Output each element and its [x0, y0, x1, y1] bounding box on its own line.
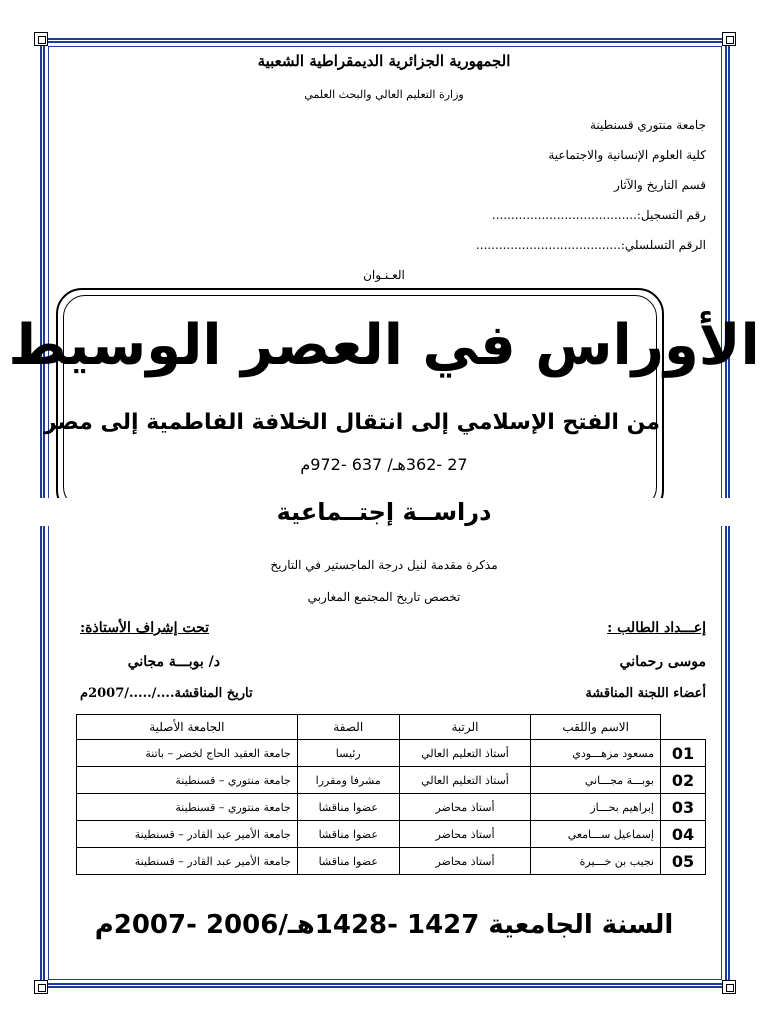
member-university: جامعة الأمير عبد القادر – قسنطينة: [77, 848, 298, 875]
member-rank: أستاذ محاضر: [399, 821, 531, 848]
member-name: إسماعيل ســـامعي: [531, 821, 661, 848]
memo-degree: مذكرة مقدمة لنيل درجة الماجستير في التاريخ: [270, 558, 498, 572]
row-number: 01: [661, 740, 706, 767]
university-name: جامعة منتوري قسنطينة: [590, 118, 706, 132]
republic-header: الجمهورية الجزائرية الديمقراطية الشعبية: [257, 52, 511, 70]
row-number: 02: [661, 767, 706, 794]
supervisor-label: تحت إشراف الأستاذة:: [80, 620, 210, 636]
member-role: عضوا مناقشا: [297, 794, 399, 821]
faculty-name: كلية العلوم الإنسانية والاجتماعية: [548, 148, 706, 162]
department-name: قسم التاريخ والآثار: [614, 178, 706, 192]
study-type-text: دراســة إجتــماعية: [263, 498, 506, 526]
member-name: نجيب بن خـــيرة: [531, 848, 661, 875]
table-header-rank: الرتبة: [399, 715, 531, 740]
main-title: الأوراس في العصر الوسيط: [8, 313, 760, 378]
corner-ornament-bottom-left: [34, 980, 48, 994]
member-name: إبراهيم بحـــاز: [531, 794, 661, 821]
table-row: [77, 848, 706, 875]
member-university: جامعة العقيد الحاج لخضر – باتنة: [77, 740, 298, 767]
serial-number: الرقم التسلسلي:......................................: [475, 238, 706, 252]
member-rank: أستاذ التعليم العالي: [399, 740, 531, 767]
member-university: جامعة منتوري – قسنطينة: [77, 767, 298, 794]
ministry-header: وزارة التعليم العالي والبحث العلمي: [304, 88, 464, 101]
corner-ornament-top-right: [722, 32, 736, 46]
table-header-row: [77, 715, 706, 740]
corner-ornament-bottom-right: [722, 980, 736, 994]
table-row: [77, 821, 706, 848]
table-header-name: الاسم واللقب: [531, 715, 661, 740]
subtitle: من الفتح الإسلامي إلى انتقال الخلافة الفاطمية إلى مصر: [43, 410, 660, 435]
student-name: موسى رحماني: [619, 654, 706, 670]
table-row: [77, 767, 706, 794]
table-header-role: الصفة: [297, 715, 399, 740]
period-dates: 27 -362هـ/ 637 -972م: [300, 455, 468, 474]
member-name: مسعود مزهـــودي: [531, 740, 661, 767]
row-number: 03: [661, 794, 706, 821]
corner-ornament-top-left: [34, 32, 48, 46]
table-row: [77, 794, 706, 821]
memo-specialty: تخصص تاريخ المجتمع المغاربي: [307, 590, 461, 604]
member-role: عضوا مناقشا: [297, 848, 399, 875]
member-rank: أستاذ محاضر: [399, 794, 531, 821]
title-label: العـنـوان: [363, 268, 405, 282]
table-header-university: الجامعة الأصلية: [77, 715, 298, 740]
registration-number: رقم التسجيل:......................................: [491, 208, 706, 222]
member-role: عضوا مناقشا: [297, 821, 399, 848]
member-university: جامعة منتوري – قسنطينة: [77, 794, 298, 821]
row-number: 05: [661, 848, 706, 875]
member-role: رئيسا: [297, 740, 399, 767]
discussion-date: تاريخ المناقشة..../...../2007م: [80, 686, 253, 701]
table-row: [77, 740, 706, 767]
member-rank: أستاذ محاضر: [399, 848, 531, 875]
member-university: جامعة الأمير عبد القادر – قسنطينة: [77, 821, 298, 848]
student-label: إعـــداد الطالب :: [607, 620, 706, 636]
committee-table: [76, 714, 706, 875]
academic-year: السنة الجامعية 1427 -1428هـ/2006 -2007م: [94, 910, 674, 940]
member-rank: أستاذ التعليم العالي: [399, 767, 531, 794]
member-role: مشرفا ومقررا: [297, 767, 399, 794]
study-type: [0, 498, 768, 526]
committee-label: أعضاء اللجنة المناقشة: [585, 686, 706, 701]
table-header-num: [661, 715, 706, 740]
row-number: 04: [661, 821, 706, 848]
supervisor-name: د/ بوبـــة مجاني: [127, 654, 220, 670]
member-name: بوبـــة مجـــاني: [531, 767, 661, 794]
